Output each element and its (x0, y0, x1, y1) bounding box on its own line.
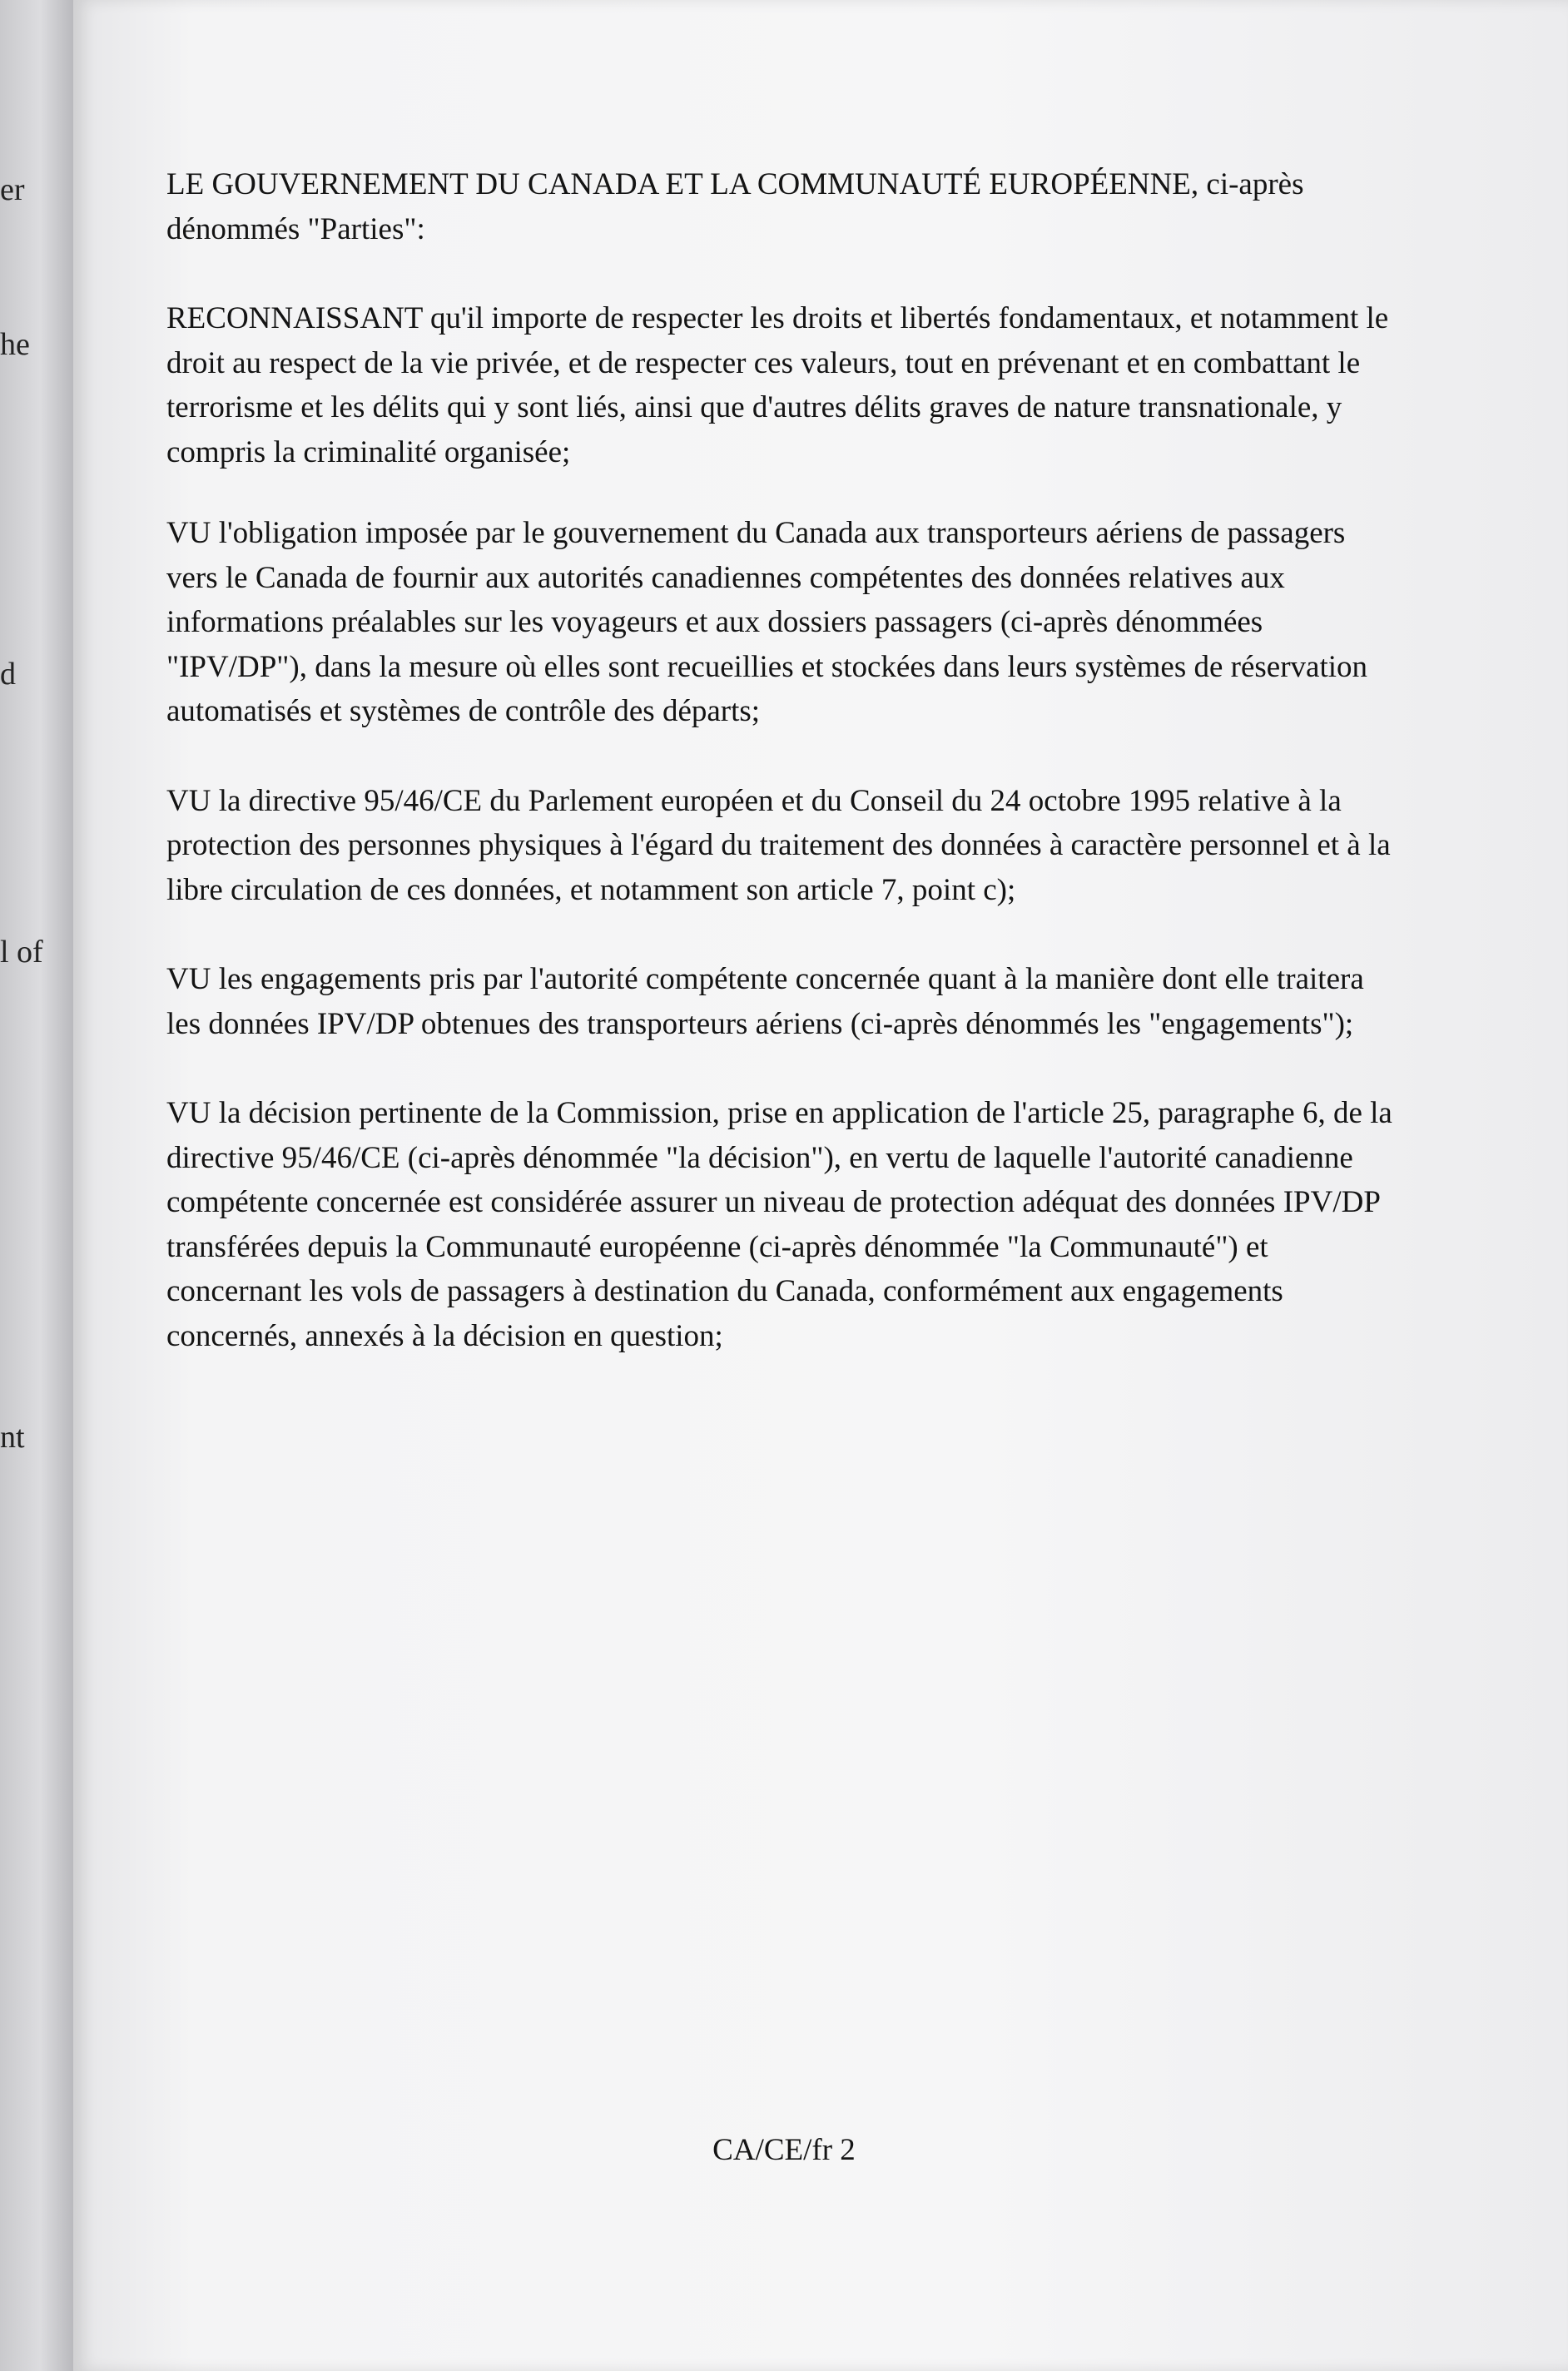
document-page (73, 0, 1568, 2371)
paragraph-reconnaissant (166, 296, 1548, 474)
text-line: LE GOUVERNEMENT DU CANADA ET LA COMMUNAUTÉ EUROPÉENNE, ci-après (166, 167, 1304, 201)
paragraph-vu-obligation (166, 511, 1548, 734)
text-line: vers le Canada de fournir aux autorités canadiennes compétentes des données relatives aux (166, 560, 1285, 595)
text-line: VU les engagements pris par l'autorité compétente concernée quant à la manière dont elle traitera (166, 962, 1364, 996)
text-line: VU la décision pertinente de la Commission, prise en application de l'article 25, paragraphe 6, de la (166, 1096, 1392, 1130)
margin-fragment: nt (0, 1420, 25, 1455)
text-line: concernant les vols de passagers à destination du Canada, conformément aux engagements (166, 1274, 1283, 1308)
document-body (166, 162, 1548, 1358)
text-line: RECONNAISSANT qu'il importe de respecter les droits et libertés fondamentaux, et notamment le (166, 301, 1389, 335)
margin-fragment: l of (0, 935, 43, 970)
text-line: protection des personnes physiques à l'égard du traitement des données à caractère personnel et à la (166, 828, 1391, 862)
paragraph-parties (166, 162, 1548, 251)
text-line: VU l'obligation imposée par le gouvernement du Canada aux transporteurs aériens de passagers (166, 516, 1346, 550)
margin-fragment: er (0, 172, 25, 207)
margin-fragment: d (0, 657, 16, 692)
text-line: directive 95/46/CE (ci-après dénommée "la décision"), en vertu de laquelle l'autorité canadienne (166, 1140, 1353, 1175)
text-line: compétente concernée est considérée assurer un niveau de protection adéquat des données IPV/DP (166, 1185, 1381, 1219)
text-line: VU la directive 95/46/CE du Parlement européen et du Conseil du 24 octobre 1995 relative à la (166, 783, 1342, 818)
margin-fragment: he (0, 327, 30, 362)
paragraph-vu-engagements (166, 957, 1548, 1046)
text-line: informations préalables sur les voyageurs et aux dossiers passagers (ci-après dénommées (166, 605, 1263, 639)
text-line: "IPV/DP"), dans la mesure où elles sont recueillies et stockées dans leurs systèmes de réservation (166, 649, 1368, 684)
paragraph-vu-decision (166, 1091, 1548, 1358)
text-line: automatisés et systèmes de contrôle des départs; (166, 694, 761, 728)
text-line: dénommés "Parties": (166, 211, 425, 246)
text-line: terrorisme et les délits qui y sont liés, ainsi que d'autres délits graves de nature transnationale, y (166, 390, 1342, 424)
adjacent-page-edge (0, 0, 73, 2371)
text-line: libre circulation de ces données, et notamment son article 7, point c); (166, 872, 1016, 907)
text-line: les données IPV/DP obtenues des transporteurs aériens (ci-après dénommés les "engagements"); (166, 1006, 1354, 1041)
text-line: transférées depuis la Communauté européenne (ci-après dénommée "la Communauté") et (166, 1229, 1268, 1264)
text-line: compris la criminalité organisée; (166, 434, 571, 469)
page-footer-reference: CA/CE/fr 2 (712, 2133, 856, 2167)
text-line: concernés, annexés à la décision en question; (166, 1318, 723, 1353)
text-line: droit au respect de la vie privée, et de respecter ces valeurs, tout en prévenant et en combattant le (166, 345, 1361, 380)
paragraph-vu-directive (166, 779, 1548, 913)
